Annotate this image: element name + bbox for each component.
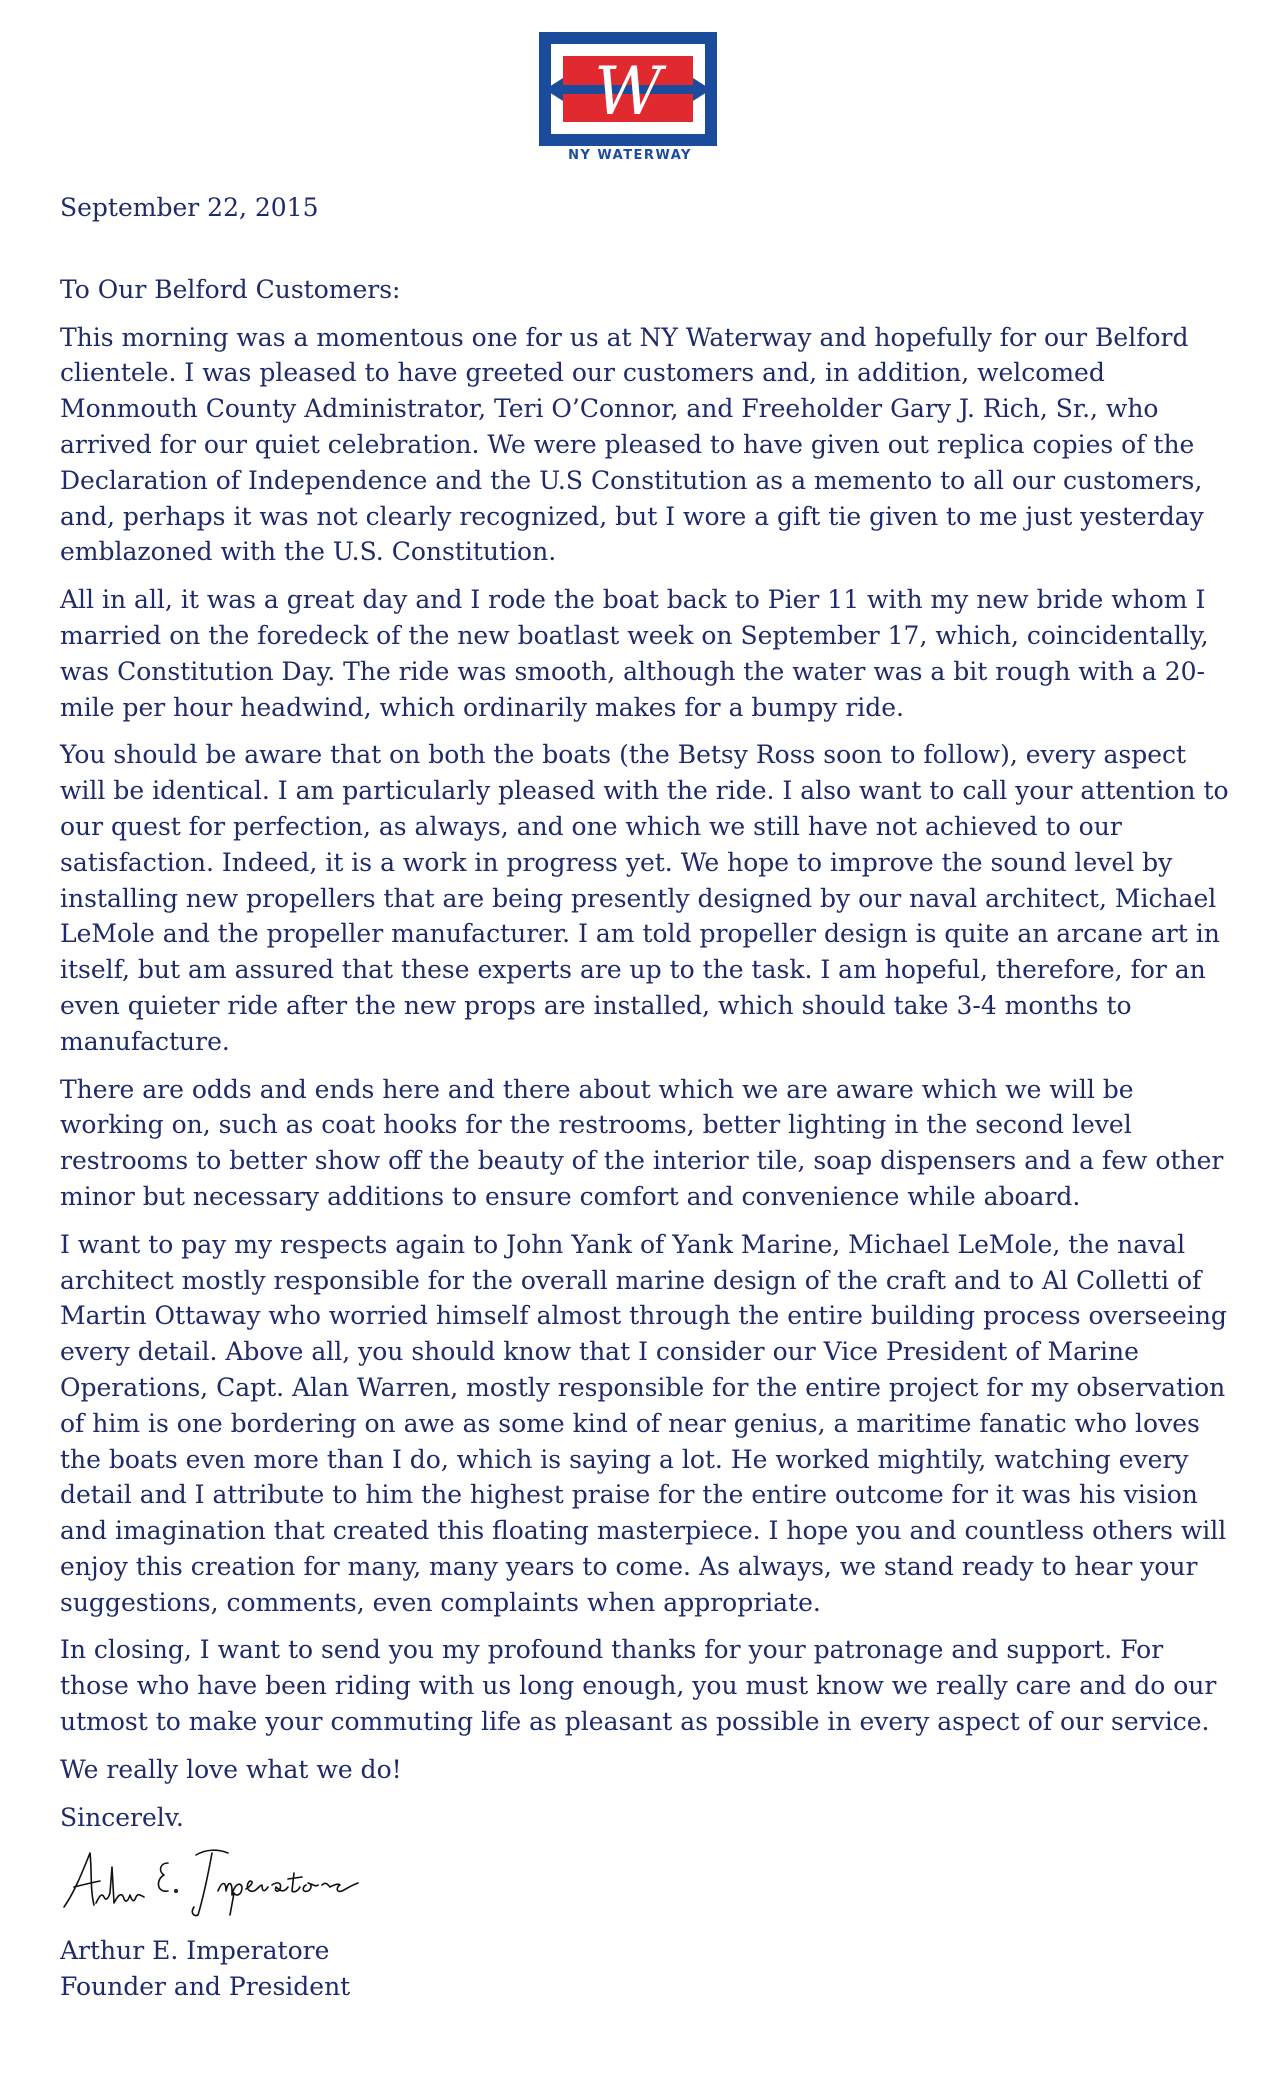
paragraph-5: I want to pay my respects again to John Yank of Yank Marine, Michael LeMole, the naval architect mostly responsible for the overall marine design of the craft and to Al Colletti of Martin Ottaway who worried himself almost through the entire building process overseeing every detail. Above all, you should know that I consider our Vice President of Marine Operations, Capt. Alan Warren, mostly responsible for the entire project for my observation of him is one bordering on awe as some kind of near genius, a maritime fanatic who loves the boats even more than I do, which is saying a lot. He worked mightily, watching every detail and I attribute to him the highest praise for the entire outcome for it was his vision and imagination that created this floating masterpiece. I hope you and countless others will enjoy this creation for many, many years to come. As always, we stand ready to hear your suggestions, comments, even complaints when appropriate. (60, 1229, 1227, 1617)
signer-title: Founder and President (60, 1972, 351, 2002)
signature-icon (60, 1841, 380, 1919)
handwritten-signature (60, 1841, 1230, 1919)
logo-letter: W (594, 53, 662, 130)
salutation: To Our Belford Customers: (60, 274, 401, 304)
paragraph-3: You should be aware that on both the boats (the Betsy Ross soon to follow), every aspect will be identical. I am particularly pleased with the ride. I also want to call your attention to our quest for perfection, as always, and one which we still have not achieved to our satisfaction. Indeed, it is a work in progress yet. We hope to improve the sound level by installing new propellers that are being presently designed by our naval architect, Michael LeMole and the propeller manufacturer. I am told propeller design is quite an arcane art in itself, but am assured that these experts are up to the task. I am hopeful, therefore, for an even quieter ride after the new props are installed, which should take 3-4 months to manufacture. (60, 740, 1229, 1056)
paragraph-4: There are odds and ends here and there about which we are aware which we will be working on, such as coat hooks for the restrooms, better lighting in the second level restrooms to better show off the beauty of the interior tile, soap dispensers and a few other minor but necessary additions to ensure comfort and convenience while aboard. (60, 1074, 1224, 1211)
letter-date: September 22, 2015 (60, 193, 319, 222)
closing-line: We really love what we do! (60, 1754, 402, 1784)
paragraph-2: All in all, it was a great day and I rode the boat back to Pier 11 with my new bride whom I married on the foredeck of the new boatlast week on September 17, which, coincidentally, was Constitution Day. The ride was smooth, although the water was a bit rough with a 20-mile per hour headwind, which ordinarily makes for a bumpy ride. (60, 585, 1209, 722)
signer-name: Arthur E. Imperatore (60, 1936, 330, 1966)
waterway-logo-icon (537, 30, 723, 148)
valediction: Sincerelv. (60, 1802, 184, 1832)
logo-wordmark: NY WATERWAY (568, 148, 692, 163)
letter-body (60, 190, 1230, 2005)
paragraph-1: This morning was a momentous one for us at NY Waterway and hopefully for our Belford clientele. I was pleased to have greeted our customers and, in addition, welcomed Monmouth County Administrator, Teri O’Connor, and Freeholder Gary J. Rich, Sr., who arrived for our quiet celebration. We were pleased to have given out replica copies of the Declaration of Independence and the U.S Constitution as a memento to all our customers, and, perhaps it was not clearly recognized, but I wore a gift tie given to me just yesterday emblazoned with the U.S. Constitution. (60, 322, 1204, 567)
paragraph-6: In closing, I want to send you my profound thanks for your patronage and support. For those who have been riding with us long enough, you must know we really care and do our utmost to make your commuting life as pleasant as possible in every aspect of our service. (60, 1635, 1217, 1737)
